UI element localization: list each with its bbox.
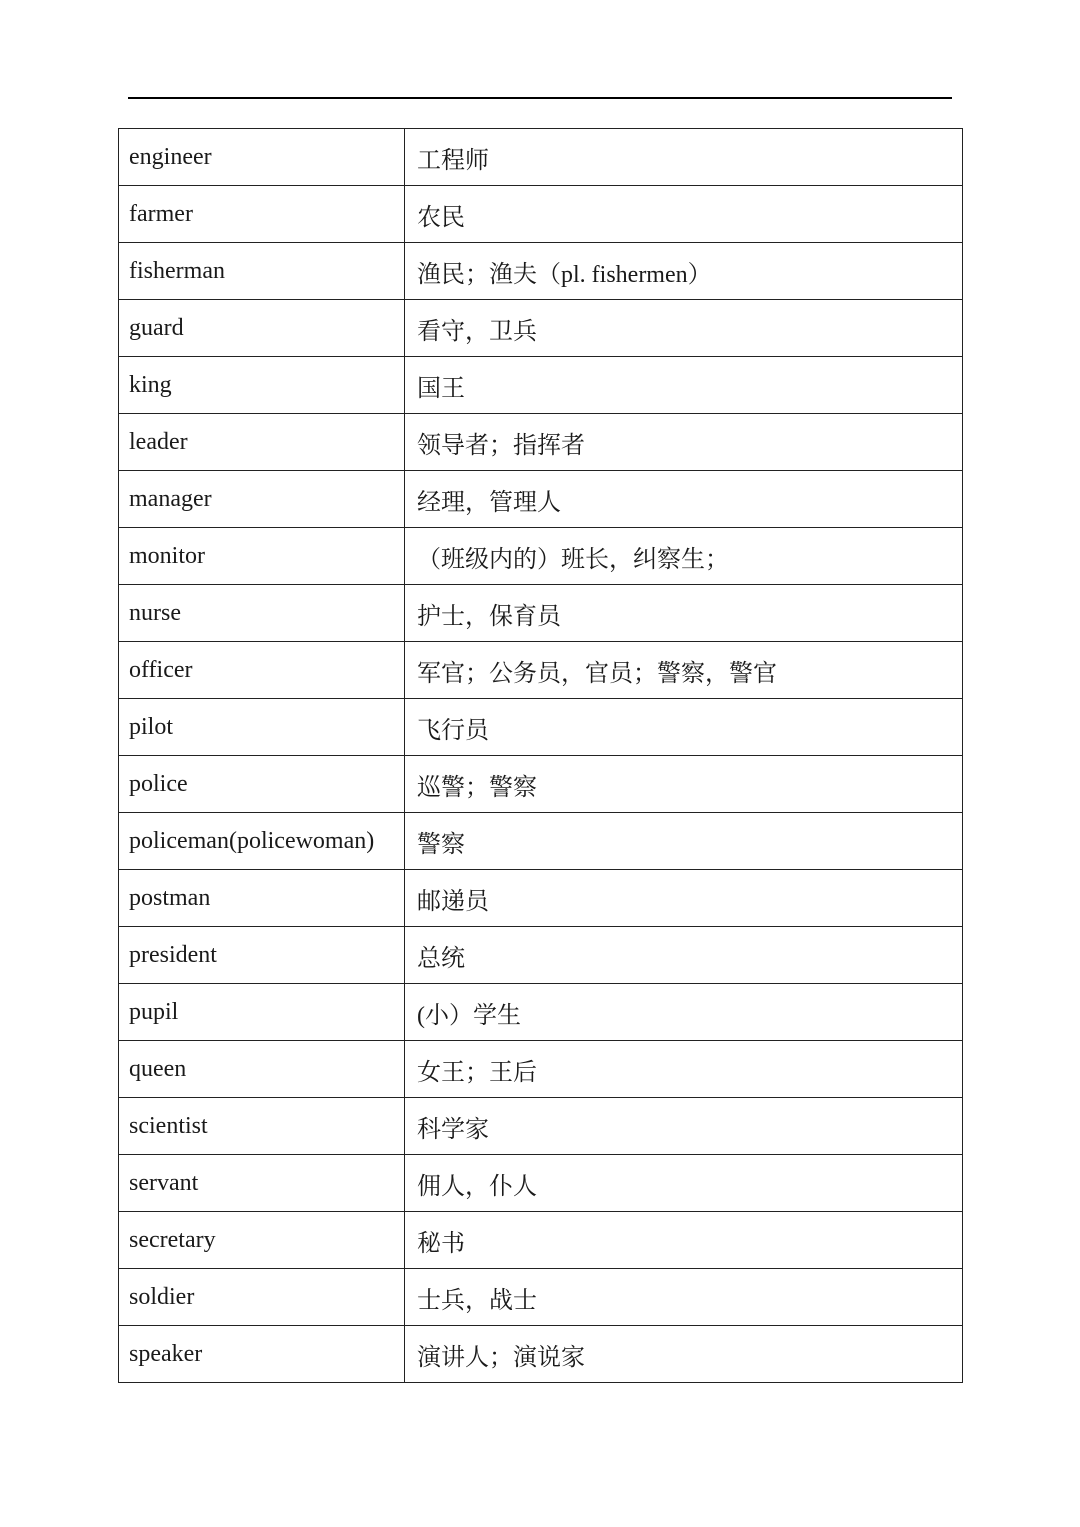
chinese-meaning-cell: 工程师 (405, 129, 963, 186)
table-row (119, 1326, 963, 1383)
chinese-meaning-cell: 科学家 (405, 1098, 963, 1155)
table-row (119, 870, 963, 927)
table-row (119, 186, 963, 243)
chinese-meaning-cell: 女王；王后 (405, 1041, 963, 1098)
english-word-cell: pupil (119, 984, 405, 1041)
chinese-meaning-cell: 国王 (405, 357, 963, 414)
english-word-cell: monitor (119, 528, 405, 585)
header-rule (128, 97, 952, 99)
chinese-meaning-cell: 领导者；指挥者 (405, 414, 963, 471)
table-row (119, 357, 963, 414)
chinese-meaning-cell: 巡警；警察 (405, 756, 963, 813)
english-word-cell: guard (119, 300, 405, 357)
english-word-cell: police (119, 756, 405, 813)
english-word-cell: scientist (119, 1098, 405, 1155)
chinese-meaning-cell: 护士，保育员 (405, 585, 963, 642)
table-row (119, 1269, 963, 1326)
table-row (119, 243, 963, 300)
english-word-cell: pilot (119, 699, 405, 756)
table-row (119, 1098, 963, 1155)
chinese-meaning-cell: 农民 (405, 186, 963, 243)
english-word-cell: farmer (119, 186, 405, 243)
english-word-cell: officer (119, 642, 405, 699)
chinese-meaning-cell: 飞行员 (405, 699, 963, 756)
table-row (119, 699, 963, 756)
chinese-meaning-cell: 总统 (405, 927, 963, 984)
english-word-cell: king (119, 357, 405, 414)
english-word-cell: manager (119, 471, 405, 528)
chinese-meaning-cell: 渔民；渔夫（pl. fishermen） (405, 243, 963, 300)
chinese-meaning-cell: 看守，卫兵 (405, 300, 963, 357)
table-row (119, 756, 963, 813)
english-word-cell: president (119, 927, 405, 984)
english-word-cell: leader (119, 414, 405, 471)
table-row (119, 129, 963, 186)
table-row (119, 1155, 963, 1212)
chinese-meaning-cell: 警察 (405, 813, 963, 870)
chinese-meaning-cell: (小）学生 (405, 984, 963, 1041)
table-row (119, 300, 963, 357)
table-row (119, 984, 963, 1041)
table-row (119, 471, 963, 528)
table-row (119, 528, 963, 585)
table-row (119, 1212, 963, 1269)
chinese-meaning-cell: 邮递员 (405, 870, 963, 927)
table-row (119, 1041, 963, 1098)
english-word-cell: secretary (119, 1212, 405, 1269)
chinese-meaning-cell: 佣人，仆人 (405, 1155, 963, 1212)
table-row (119, 642, 963, 699)
english-word-cell: fisherman (119, 243, 405, 300)
chinese-meaning-cell: 士兵，战士 (405, 1269, 963, 1326)
chinese-meaning-cell: 经理，管理人 (405, 471, 963, 528)
table-row (119, 585, 963, 642)
chinese-meaning-cell: 演讲人；演说家 (405, 1326, 963, 1383)
english-word-cell: servant (119, 1155, 405, 1212)
chinese-meaning-cell: 秘书 (405, 1212, 963, 1269)
table-row (119, 813, 963, 870)
chinese-meaning-cell: （班级内的）班长，纠察生； (405, 528, 963, 585)
chinese-meaning-cell: 军官；公务员，官员；警察，警官 (405, 642, 963, 699)
table-row (119, 414, 963, 471)
english-word-cell: soldier (119, 1269, 405, 1326)
english-word-cell: speaker (119, 1326, 405, 1383)
english-word-cell: nurse (119, 585, 405, 642)
table-row (119, 927, 963, 984)
english-word-cell: policeman(policewoman) (119, 813, 405, 870)
english-word-cell: postman (119, 870, 405, 927)
vocabulary-table (118, 128, 963, 1383)
vocabulary-table-body (119, 129, 963, 1383)
english-word-cell: queen (119, 1041, 405, 1098)
english-word-cell: engineer (119, 129, 405, 186)
